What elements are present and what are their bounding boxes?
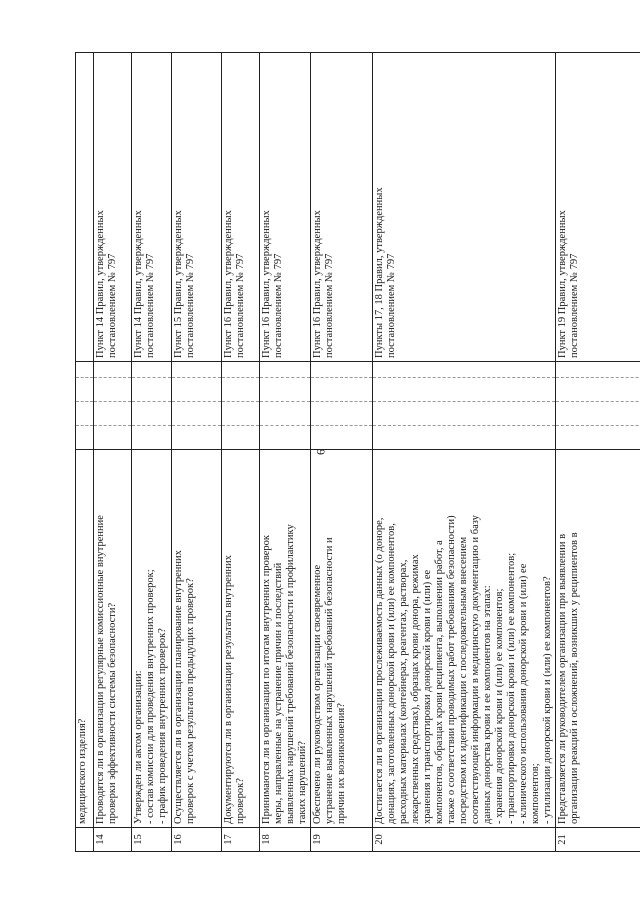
answer-cell (556, 378, 640, 402)
reference-cell (94, 53, 132, 362)
question-line: организации реакций и осложнений, возникших у реципиентов в (569, 532, 580, 824)
question-line: выявленных нарушений требований безопасности и профилактику (285, 524, 296, 824)
answer-cell (172, 378, 222, 402)
question-line: причин их возникновения? (336, 703, 347, 824)
question-cell (222, 450, 260, 828)
answer-cell (311, 426, 373, 450)
answer-cell (311, 362, 373, 378)
question-line: компонентов, образцах крови реципиента, выполнении работ, а (434, 540, 445, 824)
reference-line: Пункт 14 Правил, утвержденных (133, 210, 144, 358)
answer-cell (373, 378, 556, 402)
question-line: меры, направленные на устранение причин и последствий (273, 562, 284, 824)
answer-cell (222, 426, 260, 450)
question-line: устранение выявленных нарушений требований безопасности и (324, 537, 335, 824)
row-number: 15 (132, 828, 172, 852)
answer-cell (76, 378, 94, 402)
answer-cell (94, 362, 132, 378)
reference-line: постановлением № 797 (107, 253, 118, 358)
question-cell (373, 450, 556, 828)
question-line: проверки эффективности системы безопасности? (107, 602, 118, 824)
question-cell (556, 450, 640, 828)
reference-line: постановлением № 797 (145, 253, 156, 358)
question-line: проверок? (235, 778, 246, 824)
question-cell (311, 450, 373, 828)
reference-cell (76, 53, 94, 362)
answer-cell (132, 402, 172, 426)
answer-cell (260, 362, 311, 378)
answer-cell (373, 402, 556, 426)
question-line: Представляется ли руководителем организации при выявлении в (557, 533, 568, 824)
answer-cell (556, 402, 640, 426)
answer-cell (222, 362, 260, 378)
reference-line: постановлением № 797 (386, 253, 397, 358)
table-row (556, 53, 640, 852)
question-line: Обеспечено ли руководством организации своевременное (312, 564, 323, 824)
question-line: проверок с учетом результатов предыдущих проверок? (185, 578, 196, 824)
row-number: 20 (373, 828, 556, 852)
row-number: 16 (172, 828, 222, 852)
table-row (76, 53, 94, 852)
reference-cell (556, 53, 640, 362)
question-line: Принимаются ли в организации по итогам внутренних проверок (261, 534, 272, 824)
answer-cell (222, 402, 260, 426)
question-line: хранения и транспортировки донорской крови и (или) ее (422, 569, 433, 824)
question-line: - клинического использования донорской крови и (или) ее (518, 563, 529, 824)
answer-cell (132, 426, 172, 450)
answer-cell (94, 378, 132, 402)
question-line: - транспортировки донорской крови и (или) ее компонентов; (506, 552, 517, 824)
question-line: соответствующей информации в медицинскую документацию и базу (470, 515, 481, 824)
answer-cell (260, 426, 311, 450)
reference-line: Пункты 17, 18 Правил, утвержденных (374, 187, 385, 358)
row-number (76, 828, 94, 852)
row-number: 17 (222, 828, 260, 852)
answer-cell (222, 378, 260, 402)
answer-cell (132, 362, 172, 378)
checklist-table (75, 52, 640, 852)
question-cell (260, 450, 311, 828)
reference-line: Пункт 16 Правил, утвержденных (261, 210, 272, 358)
question-line: медицинского изделия? (77, 718, 88, 824)
reference-cell (172, 53, 222, 362)
question-line: - состав комиссии для проведения внутренних проверок; (145, 569, 156, 824)
reference-line: Пункт 16 Правил, утвержденных (312, 210, 323, 358)
answer-cell (94, 402, 132, 426)
reference-line: Пункт 16 Правил, утвержденных (223, 210, 234, 358)
reference-line: постановлением № 797 (273, 253, 284, 358)
reference-line: постановлением № 797 (185, 253, 196, 358)
reference-line: постановлением № 797 (235, 253, 246, 358)
question-line: лекарственных средствах), образцах крови донора, режимах (410, 554, 421, 824)
answer-cell (311, 402, 373, 426)
question-line: донациях, заготовленных донорской крови и (или) ее компонентов, (386, 523, 397, 824)
answer-cell (556, 362, 640, 378)
answer-cell (76, 362, 94, 378)
rotated-page (75, 52, 580, 852)
answer-cell (172, 402, 222, 426)
table-row (222, 53, 260, 852)
question-line: также о соответствии проводимых работ требованиям безопасности) (446, 515, 457, 824)
answer-cell (76, 426, 94, 450)
question-line: Документируются ли в организации результаты внутренних (223, 555, 234, 824)
question-line: - хранения донорской крови и (или) ее компонентов; (494, 588, 505, 824)
table-row (94, 53, 132, 852)
answer-cell (76, 402, 94, 426)
answer-cell (260, 378, 311, 402)
question-line: компонентов; (530, 763, 541, 824)
reference-cell (260, 53, 311, 362)
answer-cell (556, 426, 640, 450)
reference-cell (222, 53, 260, 362)
question-line: посредством их идентификации с последовательным внесением (458, 536, 469, 824)
question-cell (76, 450, 94, 828)
row-number: 18 (260, 828, 311, 852)
answer-cell (311, 378, 373, 402)
question-line: расходных материалах (контейнерах, реагентах, растворах, (398, 559, 409, 824)
reference-cell (132, 53, 172, 362)
table-row (373, 53, 556, 852)
answer-cell (373, 426, 556, 450)
table-row (132, 53, 172, 852)
table-row (172, 53, 222, 852)
answer-cell (373, 362, 556, 378)
reference-line: постановлением № 797 (324, 253, 335, 358)
table-row (311, 53, 373, 852)
reference-line: Пункт 14 Правил, утвержденных (95, 210, 106, 358)
question-cell (172, 450, 222, 828)
question-line: данных донорства крови и ее компонентов на этапах: (482, 585, 493, 824)
reference-line: постановлением № 797 (569, 253, 580, 358)
answer-cell (94, 426, 132, 450)
table-row (260, 53, 311, 852)
question-line: Осуществляется ли в организации планирование внутренних (173, 550, 184, 824)
page-number: 6 (313, 449, 328, 455)
question-line: Достигается ли в организации прослеживаемость данных (о доноре, (374, 517, 385, 824)
row-number: 19 (311, 828, 373, 852)
reference-line: Пункт 15 Правил, утвержденных (173, 210, 184, 358)
question-cell (94, 450, 132, 828)
question-line: таких нарушений? (297, 741, 308, 824)
reference-cell (311, 53, 373, 362)
question-line: Проводятся ли в организации регулярные комиссионные внутренние (95, 515, 106, 824)
question-line: Утвержден ли актом организации: (133, 670, 144, 824)
answer-cell (172, 362, 222, 378)
reference-line: Пункт 19 Правил, утвержденных (557, 210, 568, 358)
row-number: 14 (94, 828, 132, 852)
question-cell (132, 450, 172, 828)
answer-cell (132, 378, 172, 402)
question-line: - утилизации донорской крови и (или) ее компонентов? (542, 576, 553, 824)
answer-cell (260, 402, 311, 426)
question-line: - график проведения внутренних проверок? (157, 628, 168, 824)
answer-cell (172, 426, 222, 450)
reference-cell (373, 53, 556, 362)
row-number: 21 (556, 828, 640, 852)
